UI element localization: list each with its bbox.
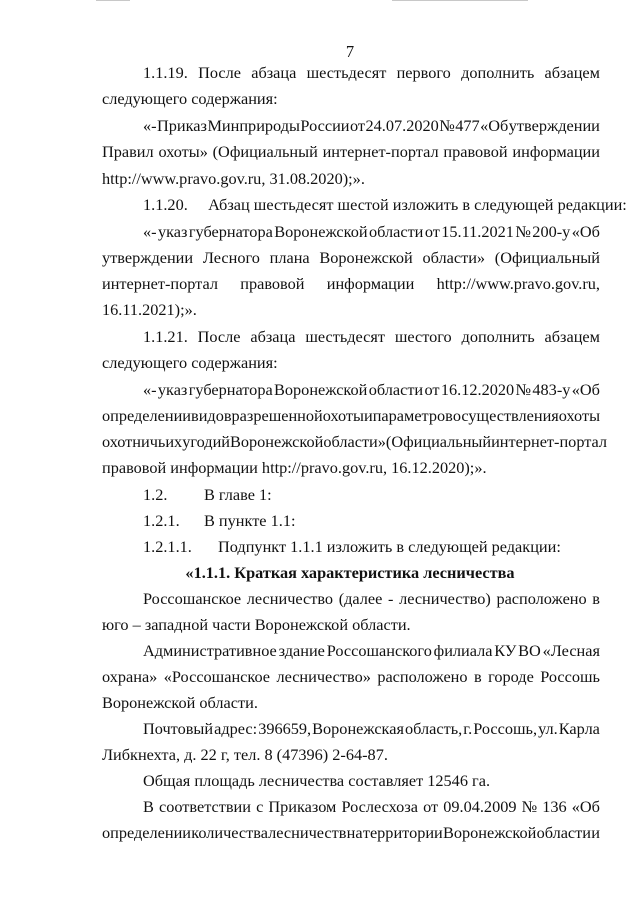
- word: расположено: [377, 667, 468, 686]
- word: территории: [362, 823, 443, 842]
- word: и: [591, 823, 600, 842]
- text-line: [0, 353, 640, 377]
- text-line: [0, 327, 640, 351]
- word: Минприроды: [207, 116, 300, 135]
- text-line: [0, 719, 640, 743]
- text-line: [0, 823, 640, 847]
- word: 136: [542, 797, 567, 816]
- word: первого: [396, 63, 451, 82]
- word: указ: [157, 380, 188, 399]
- line-text: Подпункт 1.1.1 изложить в следующей редакции:: [218, 537, 561, 556]
- word: «Россошанское: [163, 667, 271, 686]
- line-text: юго – западной части Воронежской области.: [102, 615, 411, 634]
- word: (далее: [338, 589, 383, 608]
- word: 477: [455, 116, 480, 135]
- word: плана: [269, 248, 310, 267]
- text-line: [0, 537, 640, 561]
- word: охоты»: [158, 142, 208, 161]
- line-text: В главе 1:: [204, 485, 272, 504]
- word: область,: [404, 719, 463, 738]
- word: интернет-портал: [102, 274, 218, 293]
- word: (Официальный: [212, 142, 318, 161]
- justified-line: [143, 327, 600, 347]
- word: Россошь,: [473, 719, 538, 738]
- word: лесничество): [399, 589, 491, 608]
- word: шестьдесят: [306, 63, 387, 82]
- word: Приказ: [157, 116, 207, 135]
- word: Лесного: [202, 248, 260, 267]
- word: (Официальный: [385, 432, 492, 451]
- line-text: 1.2.: [143, 485, 168, 504]
- word: правовой: [240, 274, 305, 293]
- word: «-: [143, 222, 157, 241]
- word: №: [521, 797, 538, 816]
- word: Воронежская: [312, 719, 404, 738]
- line-text: 1.2.1.1.: [143, 537, 192, 556]
- line-text: Общая площадь лесничества составляет 12546 га.: [143, 771, 491, 790]
- word: Воронежской: [319, 248, 413, 267]
- word: лесничеств: [268, 823, 347, 842]
- word: абзацем: [544, 327, 600, 346]
- word: правовой: [443, 142, 508, 161]
- word: «Об: [571, 222, 600, 241]
- text-line: [0, 300, 640, 324]
- word: 16.12.2020: [440, 380, 515, 399]
- word: шестьдесят: [305, 327, 385, 346]
- word: Россошанское: [143, 589, 242, 608]
- justified-line: [102, 406, 600, 426]
- word: области»: [422, 248, 486, 267]
- word: «Об: [480, 116, 509, 135]
- word: лесничество: [246, 589, 334, 608]
- word: соответствии: [158, 797, 251, 816]
- word: 483-у: [532, 380, 571, 399]
- text-line: [0, 641, 640, 665]
- line-text: http://www.pravo.gov.ru, 31.08.2020);».: [102, 169, 365, 188]
- word: области: [368, 380, 424, 399]
- word: После: [198, 63, 241, 82]
- text-line: [0, 248, 640, 272]
- word: Россошь: [540, 667, 600, 686]
- word: 1.1.19.: [143, 63, 188, 82]
- word: №: [439, 116, 455, 135]
- justified-line: [143, 797, 600, 817]
- word: Воронежской: [274, 380, 368, 399]
- word: на: [346, 823, 363, 842]
- word: 1.1.21.: [143, 327, 188, 346]
- word: указ: [157, 222, 188, 241]
- word: городе: [488, 667, 534, 686]
- word: Почтовый: [143, 719, 214, 738]
- text-line: [0, 222, 640, 246]
- word: от: [349, 116, 366, 135]
- text-line: [0, 667, 640, 691]
- word: от: [424, 222, 440, 241]
- word: филиала: [433, 641, 493, 660]
- word: параметров: [372, 406, 453, 425]
- word: КУ: [494, 641, 517, 660]
- word: количества: [191, 823, 268, 842]
- line-text: Либкнехта, д. 22 г, тел. 8 (47396) 2-64-87.: [102, 745, 388, 764]
- word: №: [515, 222, 531, 241]
- text-line: [0, 771, 640, 795]
- line-text: В пункте 1.1:: [204, 511, 296, 530]
- word: лесничество»: [276, 667, 371, 686]
- word: Приказом: [268, 797, 337, 816]
- justified-line: [143, 719, 600, 739]
- word: определении: [102, 823, 192, 842]
- word: с: [256, 797, 264, 816]
- word: в: [592, 589, 600, 608]
- word: Административное: [143, 641, 277, 660]
- text-line: [0, 116, 640, 140]
- text-line: [0, 485, 640, 509]
- word: Правил: [102, 142, 154, 161]
- word: г.: [463, 719, 473, 738]
- justified-line: [143, 63, 600, 83]
- word: видов: [191, 406, 232, 425]
- word: охоты: [558, 406, 601, 425]
- word: «-: [143, 380, 157, 399]
- word: http://www.pravo.gov.ru,: [436, 274, 600, 293]
- justified-line: [102, 667, 600, 687]
- word: 396659,: [258, 719, 312, 738]
- word: (Официальный: [494, 248, 600, 267]
- word: 200-у: [532, 222, 571, 241]
- line-text: 1.1.20. Абзац шестьдесят шестой изложить в следующей редакции:: [143, 195, 627, 214]
- text-line: [0, 615, 640, 639]
- word: утверждении: [102, 248, 194, 267]
- text-line: [0, 511, 640, 535]
- line-text: следующего содержания:: [102, 353, 278, 372]
- word: охотничьих: [102, 432, 183, 451]
- justified-line: [143, 641, 600, 661]
- text-line: [0, 589, 640, 613]
- word: «Об: [571, 380, 600, 399]
- word: России: [300, 116, 350, 135]
- justified-line: [102, 142, 600, 162]
- word: Воронежской: [274, 222, 368, 241]
- text-line: [0, 274, 640, 298]
- word: -: [388, 589, 394, 608]
- word: После: [197, 327, 241, 346]
- text-line: [0, 797, 640, 821]
- top-edge-line: [392, 0, 528, 1]
- word: Воронежской: [443, 823, 537, 842]
- line-text: Воронежской области.: [102, 693, 258, 712]
- word: утверждении: [508, 116, 600, 135]
- line-text: следующего содержания:: [102, 89, 278, 108]
- text-line: [0, 563, 640, 587]
- word: области»: [323, 432, 386, 451]
- word: Рослесхоза: [341, 797, 418, 816]
- text-line: [0, 380, 640, 404]
- word: губернатора: [188, 222, 273, 241]
- line-text: 16.11.2021);».: [102, 300, 197, 319]
- word: Воронежской: [230, 432, 324, 451]
- word: области: [368, 222, 424, 241]
- line-text: правовой информации http://pravo.gov.ru, 16.12.2020);».: [102, 458, 487, 477]
- text-line: [0, 63, 640, 87]
- justified-line: [102, 274, 600, 294]
- word: дополнить: [461, 327, 535, 346]
- text-line: [0, 406, 640, 430]
- section-heading: «1.1.1. Краткая характеристика лесничества: [185, 563, 515, 582]
- word: определении: [102, 406, 192, 425]
- word: абзацем: [544, 63, 600, 82]
- justified-line: [102, 432, 608, 452]
- word: интернет-портал: [491, 432, 608, 451]
- word: осуществления: [452, 406, 559, 425]
- word: Россошанского: [326, 641, 432, 660]
- word: расположено: [496, 589, 587, 608]
- page-number: 7: [345, 42, 355, 61]
- word: 15.11.2021: [441, 222, 514, 241]
- word: угодий: [182, 432, 230, 451]
- word: ул.: [538, 719, 558, 738]
- justified-line: [143, 222, 600, 242]
- text-line: [0, 142, 640, 166]
- word: губернатора: [188, 380, 273, 399]
- word: разрешенной: [231, 406, 323, 425]
- word: охрана»: [102, 667, 158, 686]
- word: от: [423, 797, 439, 816]
- word: «Об: [571, 797, 600, 816]
- word: 09.04.2009: [443, 797, 517, 816]
- word: «Лесная: [542, 641, 600, 660]
- word: в: [473, 667, 482, 686]
- word: В: [143, 797, 154, 816]
- justified-line: [143, 589, 600, 609]
- word: №: [515, 380, 532, 399]
- justified-line: [143, 380, 600, 400]
- text-line: [0, 745, 640, 769]
- text-line: [0, 432, 640, 456]
- justified-line: [143, 116, 600, 136]
- word: шестого: [394, 327, 452, 346]
- word: абзаца: [250, 327, 296, 346]
- text-line: [0, 89, 640, 113]
- word: от: [424, 380, 440, 399]
- word: адрес:: [214, 719, 258, 738]
- word: информации: [512, 142, 600, 161]
- word: охоты: [322, 406, 364, 425]
- text-line: [0, 195, 640, 219]
- word: и: [364, 406, 373, 425]
- word: дополнить: [461, 63, 535, 82]
- justified-line: [102, 248, 600, 268]
- word: ВО: [518, 641, 541, 660]
- top-edge-line: [96, 0, 130, 1]
- justified-line: [102, 823, 600, 843]
- word: здание: [278, 641, 325, 660]
- word: абзаца: [251, 63, 297, 82]
- word: информации: [326, 274, 415, 293]
- word: интернет-портал: [322, 142, 439, 161]
- text-line: [0, 693, 640, 717]
- line-text: 1.2.1.: [143, 511, 180, 530]
- word: 24.07.2020: [365, 116, 439, 135]
- word: области: [536, 823, 591, 842]
- text-line: [0, 458, 640, 482]
- word: «-: [143, 116, 157, 135]
- text-line: [0, 169, 640, 193]
- word: Карла: [558, 719, 600, 738]
